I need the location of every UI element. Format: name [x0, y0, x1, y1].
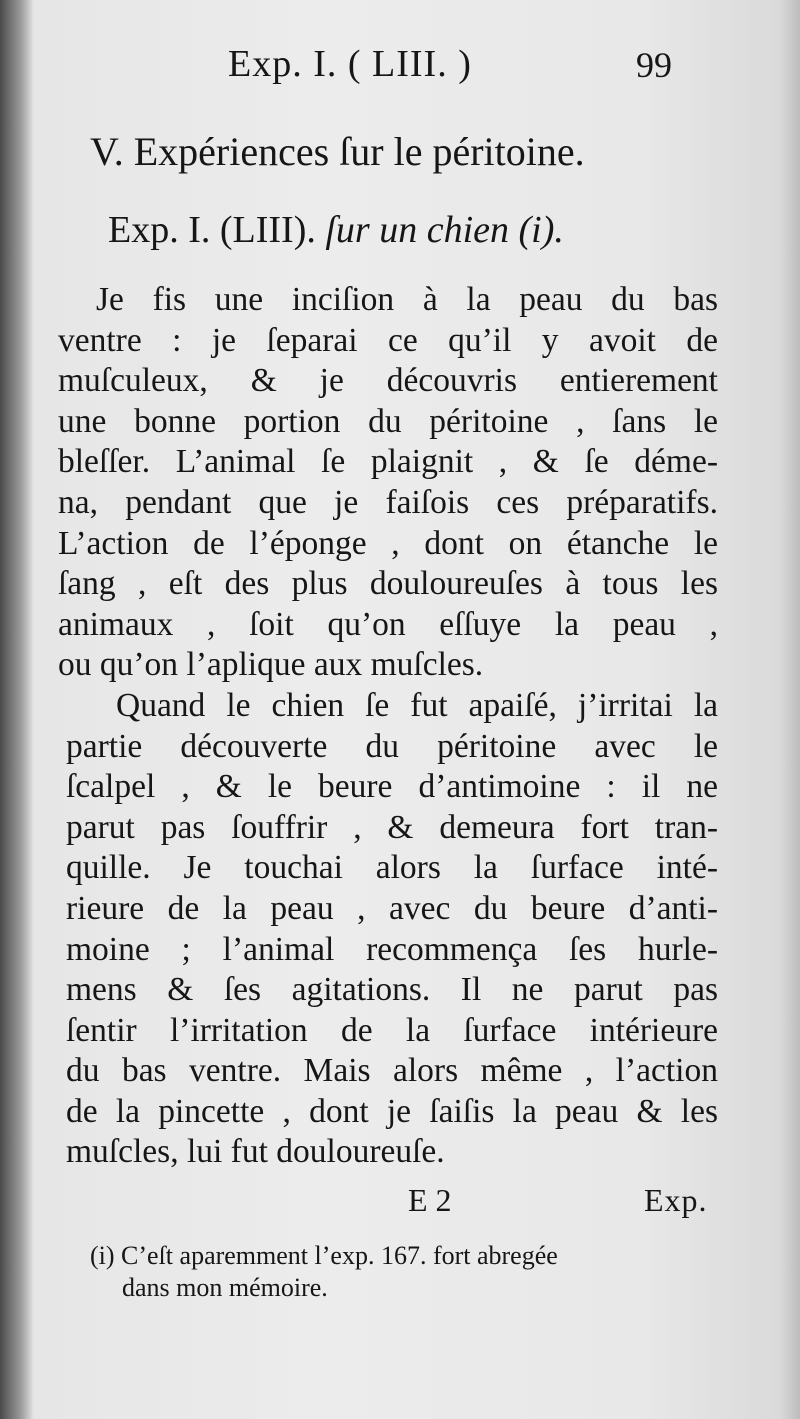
text-line: ventre : je ſeparai ce qu’il y avoit de	[58, 321, 718, 359]
text-line: muſcles, lui fut douloureuſe.	[66, 1133, 445, 1171]
running-head: Exp. I. ( LIII. )	[228, 43, 472, 85]
text-line: animaux , ſoit qu’on eſſuye la peau ,	[58, 605, 718, 643]
page-gutter-shadow	[0, 0, 34, 1419]
text-line: mens & ſes agitations. Il ne parut pas	[66, 971, 718, 1009]
text-line: rieure de la peau , avec du beure d’anti-	[66, 889, 718, 927]
experiment-subject: ſur un chien (i).	[325, 209, 564, 251]
text-line: L’action de l’éponge , dont on étanche le	[58, 524, 718, 562]
footnote	[90, 1240, 740, 1304]
text-line: parut pas ſouffrir , & demeura fort tran-	[66, 808, 718, 846]
text-line: ou qu’on l’aplique aux muſcles.	[58, 646, 484, 684]
text-line: du bas ventre. Mais alors même , l’action	[66, 1052, 718, 1090]
text-line: une bonne portion du péritoine , ſans le	[58, 402, 718, 440]
signature-mark: E 2	[408, 1182, 452, 1218]
text-line: partie découverte du péritoine avec le	[66, 727, 718, 765]
text-line: ſang , eſt des plus douloureuſes à tous les	[58, 565, 718, 603]
section-title: V. Expériences ſur le péritoine.	[90, 129, 585, 174]
text-line: Je fis une inciſion à la peau du bas	[96, 281, 718, 318]
text-line: ſcalpel , & le beure d’antimoine : il ne	[66, 768, 718, 806]
text-line: muſculeux, & je découvris entierement	[58, 362, 718, 400]
footnote-line: dans mon mémoire.	[122, 1273, 328, 1302]
body-text	[58, 280, 718, 1173]
text-line: moine ; l’animal recommença ſes hurle-	[66, 930, 718, 968]
text-line: na, pendant que je faiſois ces préparatifs.	[58, 483, 718, 521]
page-number: 99	[636, 45, 672, 85]
text-line: quille. Je touchai alors la ſurface inté-	[66, 849, 718, 887]
page-edge-shadow	[780, 0, 800, 1419]
text-line: bleſſer. L’animal ſe plaignit , & ſe déme-	[58, 443, 718, 481]
catchword: Exp.	[644, 1182, 708, 1218]
text-line: de la pincette , dont je ſaiſis la peau & les	[66, 1092, 718, 1130]
text-line: ſentir l’irritation de la ſurface intérieure	[66, 1011, 718, 1049]
experiment-heading	[108, 208, 564, 252]
footnote-line: (i) C’eſt aparemment l’exp. 167. fort abregée	[90, 1241, 558, 1270]
experiment-label: Exp. I. (LIII).	[108, 209, 316, 251]
text-line: Quand le chien ſe fut apaiſé, j’irritai la	[116, 686, 718, 724]
